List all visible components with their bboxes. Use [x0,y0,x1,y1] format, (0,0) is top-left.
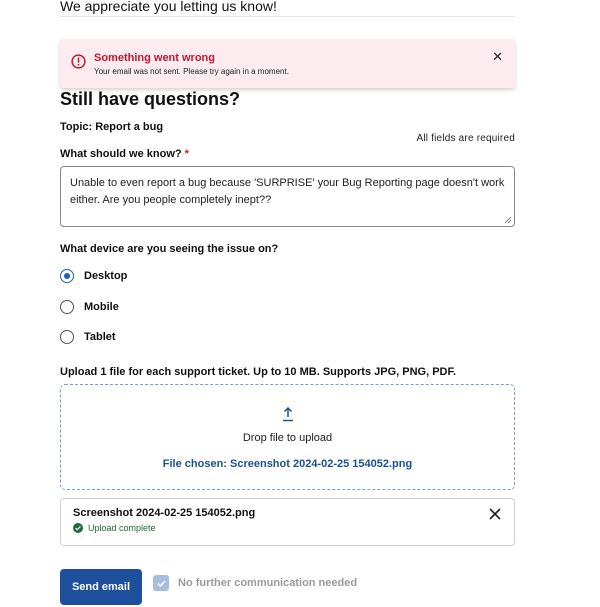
error-alert [60,39,515,88]
drop-text: Drop file to upload [242,432,333,444]
alert-title: Something went wrong [94,52,215,64]
no-further-checkbox[interactable] [153,575,169,591]
device-option-tablet[interactable] [60,328,116,346]
radio-mobile[interactable] [60,300,74,314]
page-title: Still have questions? [60,89,241,109]
question-textarea[interactable] [60,166,515,227]
error-icon [71,54,86,69]
radio-desktop[interactable] [60,269,74,283]
device-option-label: Desktop [84,270,128,282]
topic-label: Topic: Report a bug [60,121,164,133]
device-option-mobile[interactable] [60,298,119,316]
device-option-desktop[interactable] [60,267,127,285]
upload-icon [282,406,294,422]
upload-status [73,523,156,533]
file-chosen-text: File chosen: Screenshot 2024-02-25 154052.png [162,458,413,470]
radio-tablet[interactable] [60,330,74,344]
device-option-label: Tablet [84,331,116,343]
alert-close-button[interactable]: ✕ [492,49,503,64]
remove-file-icon[interactable] [488,507,502,521]
upload-instructions: Upload 1 file for each support ticket. Up to 10 MB. Supports JPG, PNG, PDF. [60,366,457,378]
no-further-communication-option[interactable] [153,575,357,591]
device-question-label: What device are you seeing the issue on? [60,243,279,255]
send-email-button[interactable]: Send email [60,569,142,605]
uploaded-file-name: Screenshot 2024-02-25 154052.png [73,507,256,519]
question-textarea-value: Unable to even report a bug because 'SURPRISE' your Bug Reporting page doesn't work either. Are you people completely inept?? [70,177,505,206]
confirmation-message: We appreciate you letting us know! [60,0,515,17]
device-option-label: Mobile [84,301,119,313]
no-further-label: No further communication needed [178,577,358,589]
checkmark-icon [156,578,167,589]
required-note: All fields are required [416,133,515,144]
uploaded-file-card [60,498,515,546]
question-label [60,148,515,160]
resize-handle-icon[interactable] [504,216,512,224]
upload-status-text: Upload complete [88,523,156,533]
check-circle-icon [73,523,83,533]
file-dropzone[interactable] [60,384,515,490]
question-label-text: What should we know? [60,148,182,160]
required-mark: * [184,148,189,160]
alert-message: Your email was not sent. Please try again in a moment. [94,67,289,76]
